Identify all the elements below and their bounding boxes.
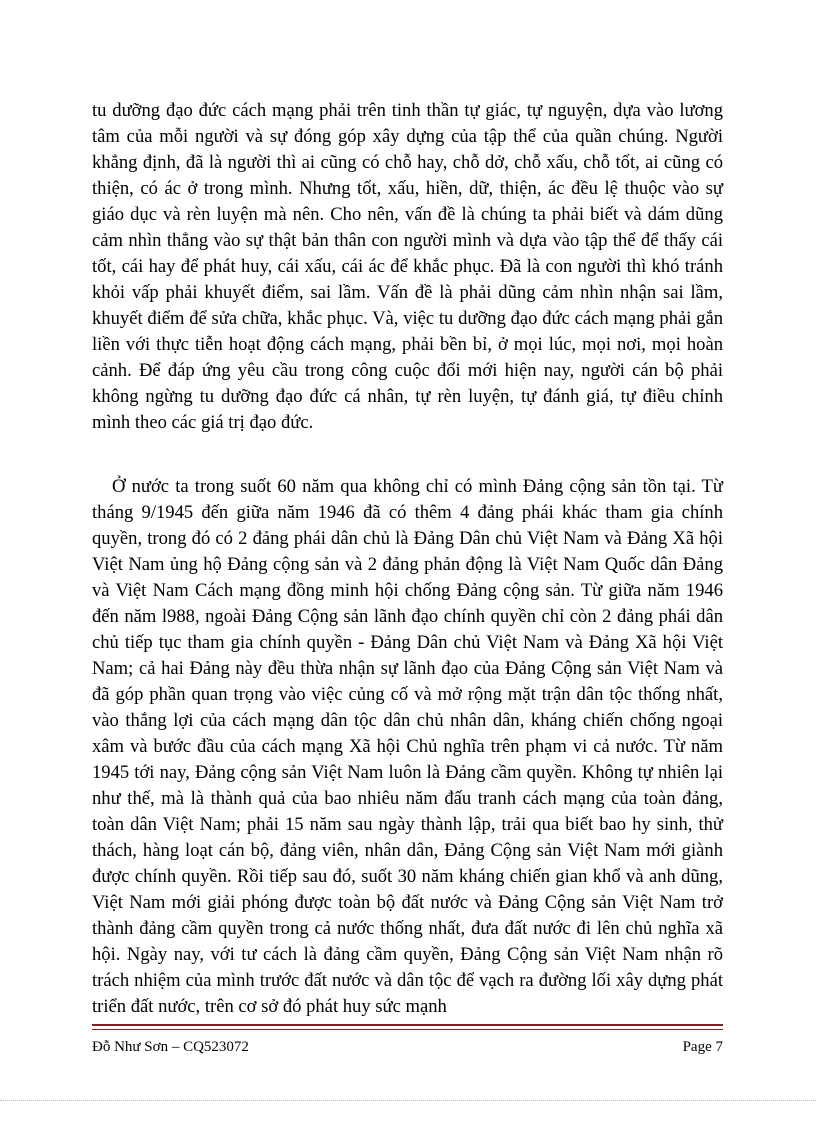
page-edge-divider [0,1100,816,1101]
page-footer [92,1036,723,1058]
footer-divider-thin [92,1029,723,1030]
page-body [92,98,723,1020]
footer-divider-thick [92,1024,723,1026]
page-number: Page 7 [682,1039,723,1055]
footer-author: Đỗ Như Sơn – CQ523072 [92,1039,249,1055]
body-paragraph-2: Ở nước ta trong suốt 60 năm qua không chỉ có mình Đảng cộng sản tồn tại. Từ tháng 9/1945 đến giữa năm 1946 đã có thêm 4 đảng phái khác tham gia chính quyền, trong đó có 2 đảng phái dân chủ là Đảng Dân chủ Việt Nam và Đảng Xã hội Việt Nam ủng hộ Đảng cộng sản và 2 đảng phản động là Việt Nam Quốc dân Đảng và Việt Nam Cách mạng đồng minh hội chống Đảng cộng sản. Từ giữa năm 1946 đến năm l988, ngoài Đảng Cộng sản lãnh đạo chính quyền chỉ còn 2 đảng phái dân chủ tiếp tục tham gia chính quyền - Đảng Dân chủ Việt Nam và Đảng Xã hội Việt Nam; cả hai Đảng này đều thừa nhận sự lãnh đạo của Đảng Cộng sản Việt Nam và đã góp phần quan trọng vào việc củng cố và mở rộng mặt trận dân tộc thống nhất, vào thắng lợi của cách mạng dân tộc dân chủ nhân dân, kháng chiến chống ngoại xâm và bước đầu của cách mạng Xã hội Chủ nghĩa trên phạm vi cả nước. Từ năm 1945 tới nay, Đảng cộng sản Việt Nam luôn là Đảng cầm quyền. Không tự nhiên lại như thế, mà là thành quả của bao nhiêu năm đấu tranh cách mạng của toàn đảng, toàn dân Việt Nam; phải 15 năm sau ngày thành lập, trải qua biết bao hy sinh, thử thách, hàng loạt cán bộ, đảng viên, nhân dân, Đảng Cộng sản Việt Nam mới giành được chính quyền. Rồi tiếp sau đó, suốt 30 năm kháng chiến gian khổ và anh dũng, Việt Nam mới giải phóng được toàn bộ đất nước và Đảng Cộng sản Việt Nam trở thành đảng cầm quyền trong cả nước thống nhất, đưa đất nước đi lên chủ nghĩa xã hội. Ngày nay, với tư cách là đảng cầm quyền, Đảng Cộng sản Việt Nam nhận rõ trách nhiệm của mình trước đất nước và dân tộc để vạch ra đường lối xây dựng phát triển đất nước, trên cơ sở đó phát huy sức mạnh [92,476,723,1017]
body-paragraph-1: tu dưỡng đạo đức cách mạng phải trên tinh thần tự giác, tự nguyện, dựa vào lương tâm của mỗi người và sự đóng góp xây dựng của tập thể của quần chúng. Người khẳng định, đã là người thì ai cũng có chỗ hay, chỗ dở, chỗ xấu, chỗ tốt, ai cũng có thiện, có ác ở trong mình. Nhưng tốt, xấu, hiền, dữ, thiện, ác đều lệ thuộc vào sự giáo dục và rèn luyện mà nên. Cho nên, vấn đề là chúng ta phải biết và dám dũng cảm nhìn thẳng vào sự thật bản thân con người mình và dựa vào tập thể để thấy cái tốt, cái hay để phát huy, cái xấu, cái ác để khắc phục. Đã là con người thì khó tránh khỏi vấp phải khuyết điểm, sai lầm. Vấn đề là phải dũng cảm nhìn nhận sai lầm, khuyết điểm để sửa chữa, khắc phục. Và, việc tu dưỡng đạo đức cách mạng phải gắn liền với thực tiễn hoạt động cách mạng, phải bền bỉ, ở mọi lúc, mọi nơi, mọi hoàn cảnh. Để đáp ứng yêu cầu trong công cuộc đổi mới hiện nay, người cán bộ phải không ngừng tu dưỡng đạo đức cá nhân, tự rèn luyện, tự đánh giá, tự điều chỉnh mình theo các giá trị đạo đức. [92,100,723,433]
